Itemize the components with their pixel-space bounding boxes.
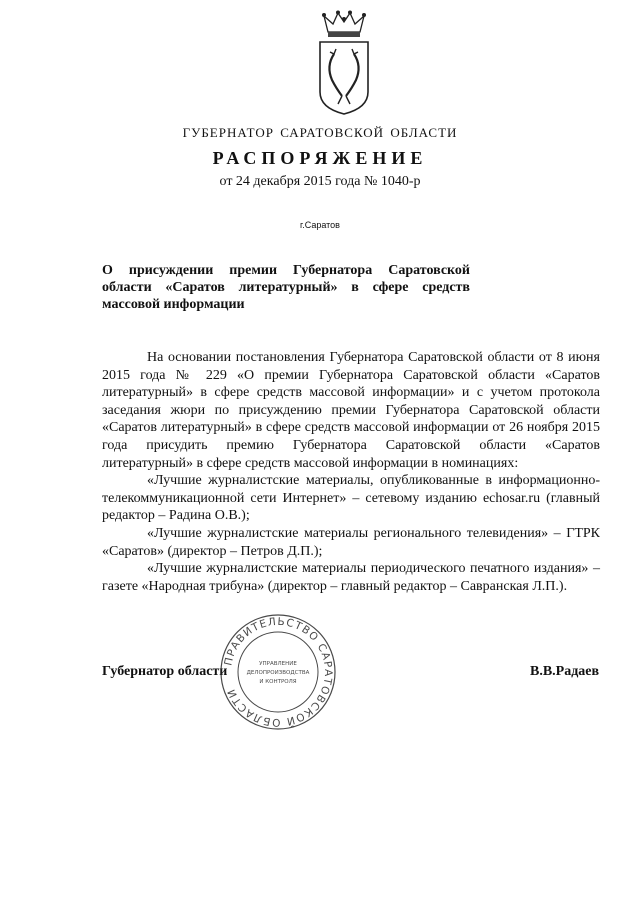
official-stamp-seal xyxy=(218,612,338,732)
signature-title: Губернатор области xyxy=(102,664,228,679)
document-city: г.Саратов xyxy=(300,220,340,230)
signature-name: В.В.Радаев xyxy=(530,664,600,679)
stamp-outer-text: ПРАВИТЕЛЬСТВО САРАТОВСКОЙ ОБЛАСТИ xyxy=(222,615,335,729)
document-date-number: от 24 декабря 2015 года № 1040-р xyxy=(219,174,421,189)
coat-of-arms-emblem xyxy=(312,10,376,118)
stamp-inner-line-2: ДЕЛОПРОИЗВОДСТВА xyxy=(246,670,310,676)
document-type-heading: РАСПОРЯЖЕНИЕ xyxy=(212,148,428,168)
body-paragraph-nomination-internet: «Лучшие журналистские материалы, опубликованные в информационно-телекоммуникационной сети Интернет» – сетевому изданию echosar.ru (главный редактор – Радина О.В.); xyxy=(102,473,600,524)
stamp-inner-line-3: И КОНТРОЛЯ xyxy=(259,679,297,685)
document-subject: О присуждении премии Губернатора Саратовской области «Саратов литературный» в сфере средств массовой информации xyxy=(102,263,470,312)
body-paragraph-basis: На основании постановления Губернатора Саратовской области от 8 июня 2015 года № 229 «О премии Губернатора Саратовской области «Саратов литературный» в сфере средств массовой информации» и с учетом протокола заседания жюри по присуждению премии Губернатора Саратовской области «Саратов литературный» в сфере средств массовой информации от 26 ноября 2015 года присудить премию Губернатора Саратовской области «Саратов литературный» в сфере средств массовой информации в номинациях: xyxy=(102,350,600,471)
body-paragraph-nomination-tv: «Лучшие журналистские материалы регионального телевидения» – ГТРК «Саратов» (директор – Петров Д.П.); xyxy=(102,525,600,559)
issuer-title: ГУБЕРНАТОР САРАТОВСКОЙ ОБЛАСТИ xyxy=(182,125,458,140)
body-paragraph-nomination-print: «Лучшие журналистские материалы периодического печатного издания» – газете «Народная трибуна» (директор – главный редактор – Савранская Л.П.). xyxy=(102,561,600,594)
document-body xyxy=(102,349,600,595)
stamp-inner-line-1: УПРАВЛЕНИЕ xyxy=(259,661,297,667)
